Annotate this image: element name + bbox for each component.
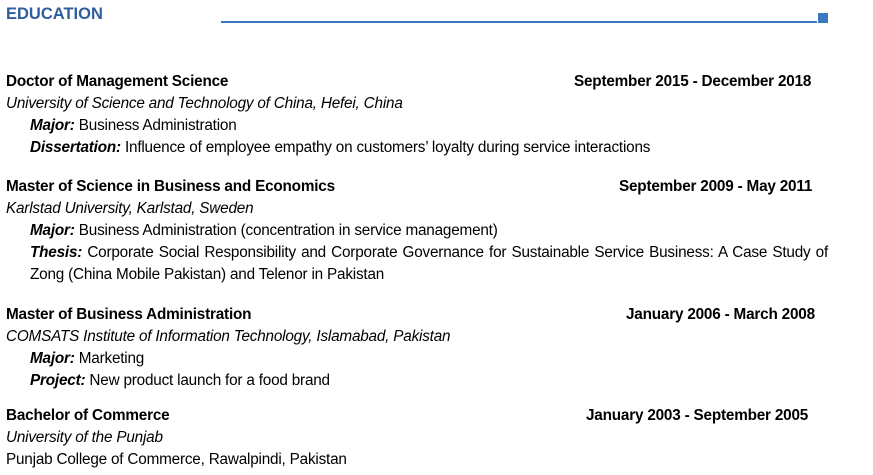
thesis-value: Corporate Social Responsibility and Corporate Governance for Sustainable Service Business: A Case Study of Zong (China Mobile Pakistan) and Telenor in Pakistan [30, 244, 828, 283]
degree-dates: January 2003 - September 2005 [586, 407, 809, 424]
project-label: Project: [30, 372, 86, 389]
dissertation-label: Dissertation: [30, 139, 121, 156]
degree-dates: January 2006 - March 2008 [626, 306, 815, 323]
education-entry-mba [6, 304, 828, 392]
college-name: Punjab College of Commerce, Rawalpindi, Pakistan [6, 451, 347, 468]
major-label: Major: [30, 350, 75, 367]
thesis-label: Thesis: [30, 244, 83, 261]
education-entry-bcom [6, 405, 828, 471]
degree-title: Master of Science in Business and Economics [6, 178, 335, 195]
education-entry-doctorate [6, 71, 828, 159]
major-label: Major: [30, 222, 75, 239]
education-entry-msc [6, 176, 828, 286]
major-value: Business Administration (concentration in service management) [74, 222, 498, 239]
section-title: EDUCATION [6, 5, 103, 23]
institution-name: COMSATS Institute of Information Technology, Islamabad, Pakistan [6, 328, 451, 345]
degree-title: Master of Business Administration [6, 306, 252, 323]
major-label: Major: [30, 117, 75, 134]
degree-title: Bachelor of Commerce [6, 407, 170, 424]
degree-dates: September 2009 - May 2011 [619, 178, 813, 195]
degree-title: Doctor of Management Science [6, 73, 229, 90]
institution-name: University of the Punjab [6, 429, 163, 446]
major-value: Business Administration [74, 117, 237, 134]
dissertation-value: Influence of employee empathy on customers’ loyalty during service interactions [120, 139, 651, 156]
section-divider-line [221, 21, 817, 23]
project-value: New product launch for a food brand [85, 372, 330, 389]
education-section-header [6, 4, 830, 26]
section-square-marker [818, 13, 828, 23]
institution-name: University of Science and Technology of China, Hefei, China [6, 95, 403, 112]
institution-name: Karlstad University, Karlstad, Sweden [6, 200, 254, 217]
major-value: Marketing [74, 350, 145, 367]
degree-dates: September 2015 - December 2018 [574, 73, 812, 90]
